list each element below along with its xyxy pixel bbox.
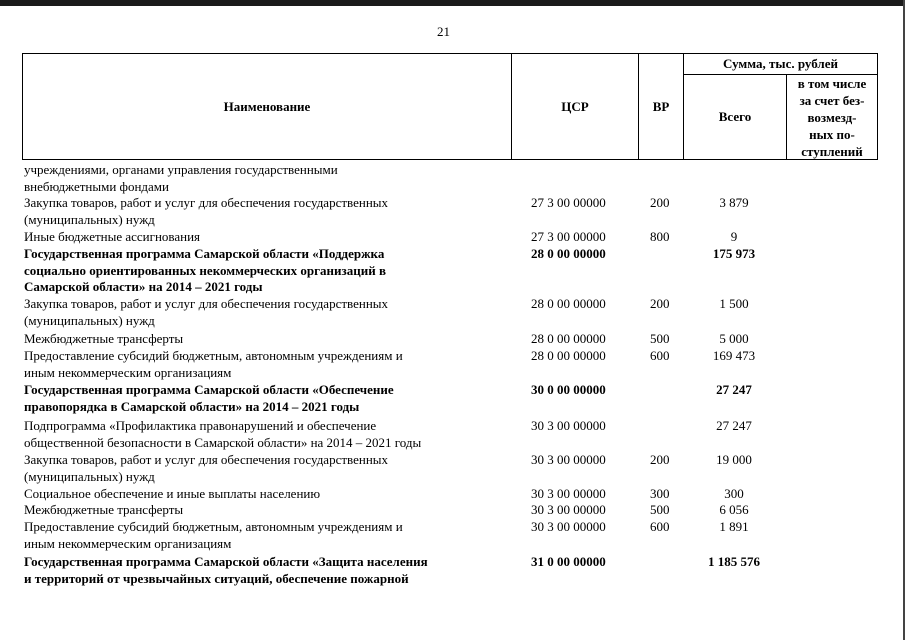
row-csr: 30 3 00 00000 <box>531 502 606 517</box>
header-name: Наименование <box>223 98 311 114</box>
row-name: Межбюджетные трансферты <box>24 502 184 517</box>
row-total: 1 185 576 <box>708 554 760 569</box>
row-csr: 30 0 00 00000 <box>531 382 606 397</box>
page-number: 21 <box>437 24 450 39</box>
header-incl-line: ных по- <box>809 126 855 142</box>
row-name: Иные бюджетные ассигнования <box>24 229 201 244</box>
row-name: Государственная программа Самарской области «Защита населения и территорий от чрезвычайных ситуаций, обеспечение пожарной <box>24 554 428 586</box>
row-total: 169 473 <box>712 348 756 363</box>
row-name: Закупка товаров, работ и услуг для обеспечения государственных (муниципальных) нужд <box>24 452 389 484</box>
row-name: Социальное обеспечение и иные выплаты населению <box>24 486 321 501</box>
row-name: Предоставление субсидий бюджетным, автономным учреждениям и иным некоммерческим организациям <box>24 348 403 380</box>
header-incl-line: возмезд- <box>807 109 857 125</box>
row-csr: 28 0 00 00000 <box>531 246 606 261</box>
row-csr: 31 0 00 00000 <box>531 554 606 569</box>
row-csr: 28 0 00 00000 <box>531 296 606 311</box>
row-vr: 500 <box>650 331 670 346</box>
row-csr: 30 3 00 00000 <box>531 486 606 501</box>
row-total: 1 891 <box>719 519 749 534</box>
row-vr: 300 <box>650 486 670 501</box>
header-incl-line: ступлений <box>801 143 863 159</box>
header-csr: ЦСР <box>561 98 589 114</box>
row-csr: 28 0 00 00000 <box>531 348 606 363</box>
row-csr: 27 3 00 00000 <box>531 195 606 210</box>
row-vr: 600 <box>650 348 670 363</box>
row-name: Государственная программа Самарской области «Поддержка социально ориентированных некоммерческих организаций в Самарской области» на 2014 – 2021 годы <box>24 246 386 294</box>
row-vr: 500 <box>650 502 670 517</box>
row-total: 19 000 <box>716 452 752 467</box>
row-total: 5 000 <box>719 331 749 346</box>
row-total: 27 247 <box>716 382 752 397</box>
row-total: 175 973 <box>712 246 756 261</box>
row-csr: 28 0 00 00000 <box>531 331 606 346</box>
row-total: 3 879 <box>719 195 749 210</box>
row-vr: 800 <box>650 229 670 244</box>
row-total: 300 <box>724 486 744 501</box>
row-total: 6 056 <box>719 502 749 517</box>
row-total: 27 247 <box>716 418 752 433</box>
header-total: Всего <box>718 109 752 124</box>
row-total: 9 <box>730 229 738 244</box>
row-name: Государственная программа Самарской области «Обеспечение правопорядка в Самарской области» на 2014 – 2021 годы <box>24 382 394 414</box>
header-incl <box>787 75 877 159</box>
row-name: Подпрограмма «Профилактика правонарушений и обеспечение общественной безопасности в Самарской области» на 2014 – 2021 годы <box>24 418 422 450</box>
row-name: Закупка товаров, работ и услуг для обеспечения государственных (муниципальных) нужд <box>24 296 389 328</box>
row-vr: 600 <box>650 519 670 534</box>
row-name: Закупка товаров, работ и услуг для обеспечения государственных (муниципальных) нужд <box>24 195 389 227</box>
row-vr: 200 <box>650 296 670 311</box>
row-csr: 27 3 00 00000 <box>531 229 606 244</box>
table-header <box>22 53 878 160</box>
row-csr: 30 3 00 00000 <box>531 418 606 433</box>
header-incl-line: за счет без- <box>799 92 865 108</box>
scan-top-edge <box>0 0 905 6</box>
header-sum: Сумма, тыс. рублей <box>723 56 838 71</box>
row-total: 1 500 <box>719 296 749 311</box>
header-incl-line: в том числе <box>797 75 867 91</box>
header-vr: ВР <box>652 98 670 114</box>
row-csr: 30 3 00 00000 <box>531 519 606 534</box>
row-vr: 200 <box>650 195 670 210</box>
row-csr: 30 3 00 00000 <box>531 452 606 467</box>
row-vr: 200 <box>650 452 670 467</box>
row-name: учреждениями, органами управления государственными внебюджетными фондами <box>24 162 338 194</box>
row-name: Межбюджетные трансферты <box>24 331 184 346</box>
row-name: Предоставление субсидий бюджетным, автономным учреждениям и иным некоммерческим организациям <box>24 519 403 551</box>
